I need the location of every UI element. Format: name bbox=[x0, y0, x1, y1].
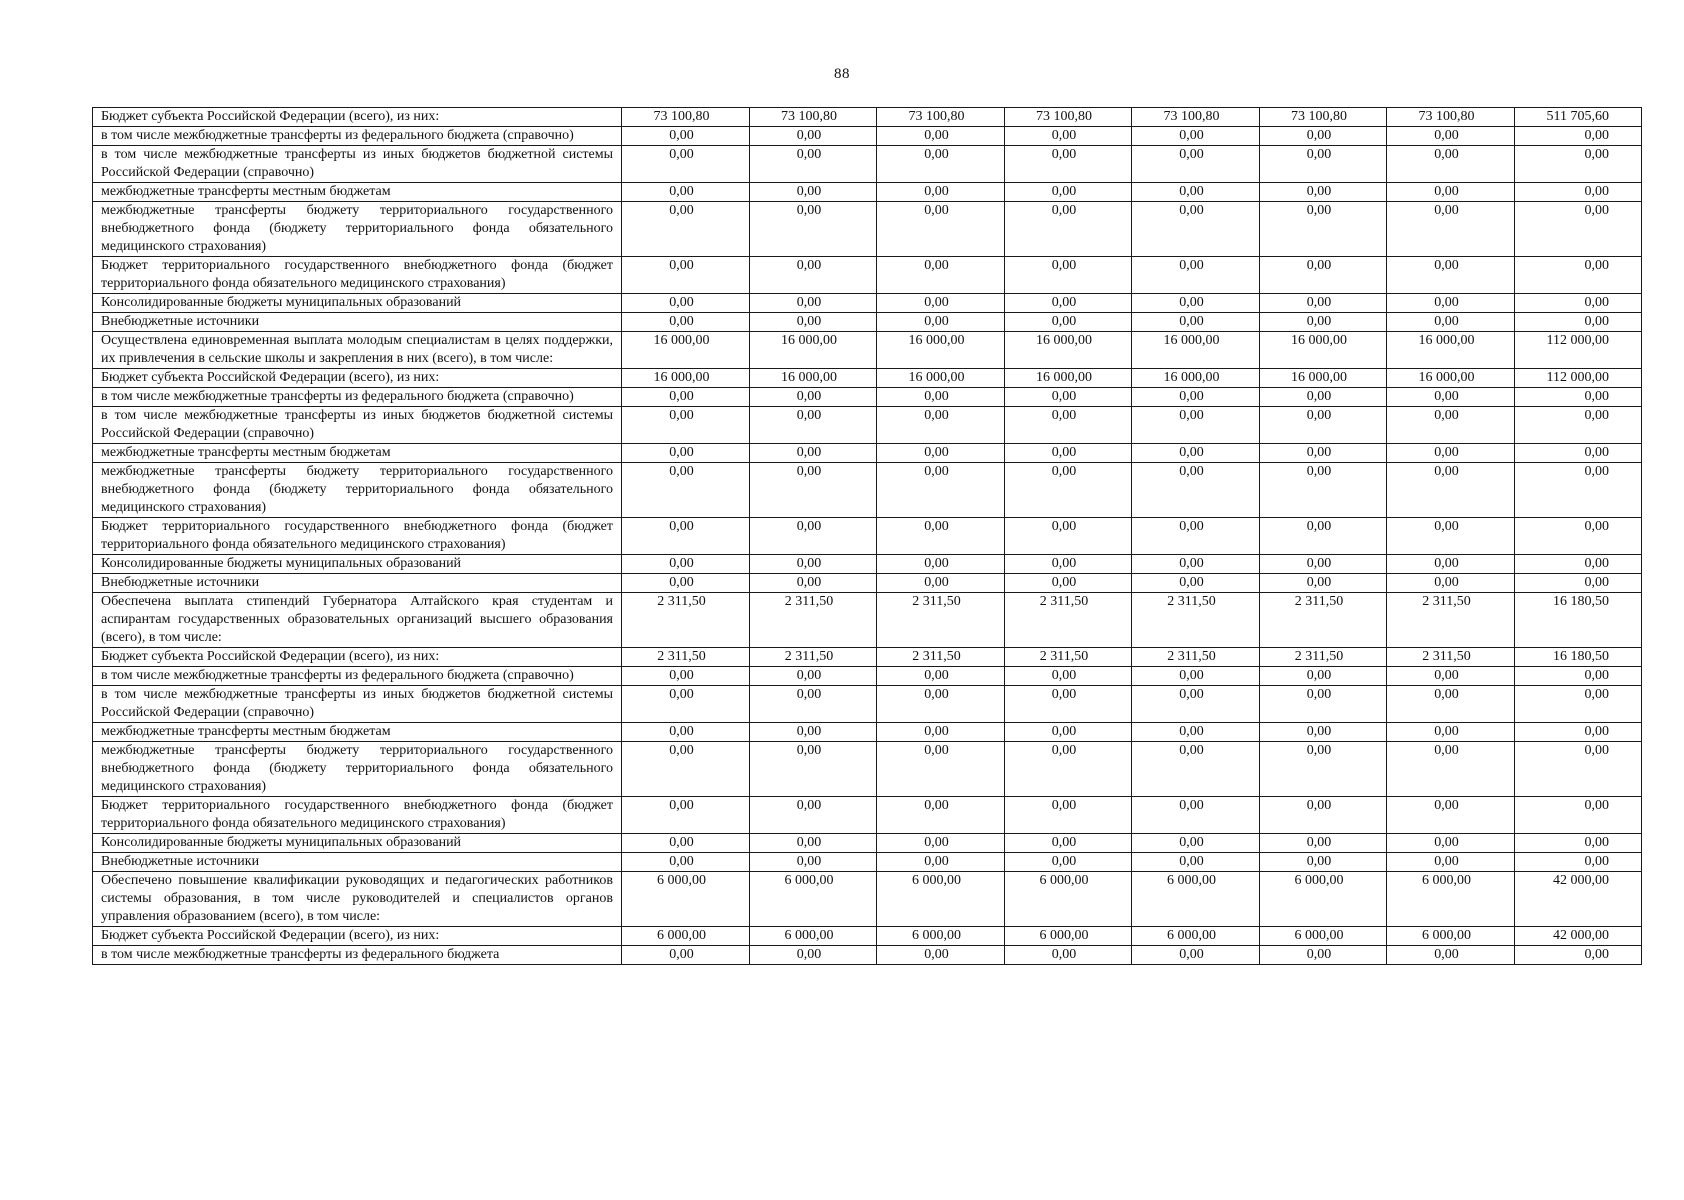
row-label: межбюджетные трансферты местным бюджетам bbox=[93, 723, 622, 742]
row-value: 0,00 bbox=[1260, 407, 1387, 444]
row-value: 0,00 bbox=[1387, 294, 1515, 313]
row-value: 0,00 bbox=[622, 444, 750, 463]
row-value: 0,00 bbox=[622, 463, 750, 518]
row-value: 0,00 bbox=[750, 146, 877, 183]
row-label: Бюджет субъекта Российской Федерации (всего), из них: bbox=[93, 927, 622, 946]
row-label: межбюджетные трансферты местным бюджетам bbox=[93, 444, 622, 463]
row-value: 6 000,00 bbox=[1005, 872, 1132, 927]
row-value: 0,00 bbox=[1132, 127, 1260, 146]
row-value: 6 000,00 bbox=[877, 872, 1005, 927]
row-total-value: 0,00 bbox=[1515, 183, 1642, 202]
row-total-value: 0,00 bbox=[1515, 388, 1642, 407]
row-value: 0,00 bbox=[622, 388, 750, 407]
row-value: 0,00 bbox=[1005, 146, 1132, 183]
row-value: 0,00 bbox=[1132, 742, 1260, 797]
row-total-value: 0,00 bbox=[1515, 313, 1642, 332]
row-value: 0,00 bbox=[1132, 407, 1260, 444]
row-value: 0,00 bbox=[1260, 723, 1387, 742]
row-value: 0,00 bbox=[1005, 723, 1132, 742]
row-value: 0,00 bbox=[622, 574, 750, 593]
row-value: 0,00 bbox=[750, 313, 877, 332]
row-value: 0,00 bbox=[877, 127, 1005, 146]
table-row bbox=[93, 686, 1642, 723]
row-value: 0,00 bbox=[1260, 686, 1387, 723]
row-value: 0,00 bbox=[1260, 463, 1387, 518]
table-row bbox=[93, 518, 1642, 555]
table-row bbox=[93, 555, 1642, 574]
table-row bbox=[93, 872, 1642, 927]
row-value: 16 000,00 bbox=[1132, 369, 1260, 388]
row-value: 6 000,00 bbox=[877, 927, 1005, 946]
row-value: 0,00 bbox=[1132, 723, 1260, 742]
table-row bbox=[93, 853, 1642, 872]
row-value: 0,00 bbox=[1387, 853, 1515, 872]
row-value: 2 311,50 bbox=[750, 648, 877, 667]
row-total-value: 0,00 bbox=[1515, 686, 1642, 723]
row-value: 6 000,00 bbox=[1132, 872, 1260, 927]
row-value: 0,00 bbox=[1387, 202, 1515, 257]
row-label: межбюджетные трансферты бюджету территориального государственного внебюджетного фонда (бюджету территориального фонда обязательного медицинского страхования) bbox=[93, 202, 622, 257]
row-value: 16 000,00 bbox=[1005, 369, 1132, 388]
row-value: 16 000,00 bbox=[877, 332, 1005, 369]
row-value: 0,00 bbox=[622, 294, 750, 313]
row-value: 0,00 bbox=[750, 518, 877, 555]
row-value: 0,00 bbox=[622, 518, 750, 555]
row-label: в том числе межбюджетные трансферты из федерального бюджета (справочно) bbox=[93, 667, 622, 686]
row-value: 0,00 bbox=[622, 723, 750, 742]
row-total-value: 0,00 bbox=[1515, 946, 1642, 965]
row-value: 0,00 bbox=[1260, 257, 1387, 294]
row-value: 0,00 bbox=[750, 127, 877, 146]
row-value: 2 311,50 bbox=[1387, 648, 1515, 667]
row-value: 0,00 bbox=[877, 797, 1005, 834]
row-value: 0,00 bbox=[1132, 853, 1260, 872]
row-label: в том числе межбюджетные трансферты из иных бюджетов бюджетной системы Российской Федерации (справочно) bbox=[93, 686, 622, 723]
row-value: 0,00 bbox=[1260, 313, 1387, 332]
row-value: 0,00 bbox=[1387, 574, 1515, 593]
row-value: 0,00 bbox=[622, 946, 750, 965]
row-value: 0,00 bbox=[1132, 444, 1260, 463]
row-value: 0,00 bbox=[1260, 294, 1387, 313]
row-value: 0,00 bbox=[750, 257, 877, 294]
row-value: 0,00 bbox=[877, 202, 1005, 257]
budget-table bbox=[92, 107, 1642, 965]
row-total-value: 0,00 bbox=[1515, 853, 1642, 872]
row-label: в том числе межбюджетные трансферты из федерального бюджета bbox=[93, 946, 622, 965]
row-value: 0,00 bbox=[1005, 444, 1132, 463]
row-value: 0,00 bbox=[1005, 313, 1132, 332]
row-label: межбюджетные трансферты местным бюджетам bbox=[93, 183, 622, 202]
table-row bbox=[93, 648, 1642, 667]
row-total-value: 16 180,50 bbox=[1515, 648, 1642, 667]
row-value: 0,00 bbox=[622, 313, 750, 332]
row-value: 6 000,00 bbox=[1132, 927, 1260, 946]
row-label: Внебюджетные источники bbox=[93, 574, 622, 593]
row-value: 0,00 bbox=[1005, 127, 1132, 146]
row-value: 0,00 bbox=[877, 555, 1005, 574]
row-value: 0,00 bbox=[1132, 797, 1260, 834]
row-value: 0,00 bbox=[1387, 183, 1515, 202]
table-row bbox=[93, 332, 1642, 369]
row-value: 0,00 bbox=[1260, 388, 1387, 407]
row-value: 73 100,80 bbox=[877, 108, 1005, 127]
row-total-value: 0,00 bbox=[1515, 555, 1642, 574]
row-value: 2 311,50 bbox=[750, 593, 877, 648]
row-label: Бюджет субъекта Российской Федерации (всего), из них: bbox=[93, 108, 622, 127]
row-value: 0,00 bbox=[622, 407, 750, 444]
row-value: 16 000,00 bbox=[1005, 332, 1132, 369]
row-total-value: 42 000,00 bbox=[1515, 927, 1642, 946]
row-value: 0,00 bbox=[877, 257, 1005, 294]
row-label: в том числе межбюджетные трансферты из федерального бюджета (справочно) bbox=[93, 388, 622, 407]
row-value: 0,00 bbox=[1005, 257, 1132, 294]
row-value: 0,00 bbox=[1260, 444, 1387, 463]
row-value: 0,00 bbox=[1005, 946, 1132, 965]
row-label: в том числе межбюджетные трансферты из иных бюджетов бюджетной системы Российской Федерации (справочно) bbox=[93, 407, 622, 444]
row-value: 0,00 bbox=[1005, 686, 1132, 723]
table-row bbox=[93, 183, 1642, 202]
row-value: 0,00 bbox=[1005, 853, 1132, 872]
row-value: 0,00 bbox=[1260, 555, 1387, 574]
row-value: 6 000,00 bbox=[1260, 927, 1387, 946]
row-value: 0,00 bbox=[1132, 946, 1260, 965]
row-value: 16 000,00 bbox=[622, 332, 750, 369]
row-value: 73 100,80 bbox=[622, 108, 750, 127]
row-value: 2 311,50 bbox=[1260, 648, 1387, 667]
row-label: Внебюджетные источники bbox=[93, 853, 622, 872]
row-value: 16 000,00 bbox=[622, 369, 750, 388]
row-value: 0,00 bbox=[750, 407, 877, 444]
row-value: 0,00 bbox=[1005, 294, 1132, 313]
row-value: 0,00 bbox=[750, 183, 877, 202]
row-value: 2 311,50 bbox=[877, 648, 1005, 667]
row-value: 0,00 bbox=[622, 555, 750, 574]
row-value: 73 100,80 bbox=[750, 108, 877, 127]
row-label: Бюджет территориального государственного внебюджетного фонда (бюджет территориального фонда обязательного медицинского страхования) bbox=[93, 518, 622, 555]
row-value: 0,00 bbox=[750, 463, 877, 518]
table-row bbox=[93, 369, 1642, 388]
row-value: 0,00 bbox=[622, 742, 750, 797]
row-value: 0,00 bbox=[622, 257, 750, 294]
row-value: 0,00 bbox=[750, 555, 877, 574]
row-value: 0,00 bbox=[1387, 834, 1515, 853]
row-value: 2 311,50 bbox=[622, 593, 750, 648]
row-value: 0,00 bbox=[1005, 742, 1132, 797]
row-value: 0,00 bbox=[877, 574, 1005, 593]
row-value: 0,00 bbox=[1260, 797, 1387, 834]
row-total-value: 0,00 bbox=[1515, 723, 1642, 742]
row-value: 0,00 bbox=[750, 853, 877, 872]
row-value: 6 000,00 bbox=[622, 872, 750, 927]
row-value: 0,00 bbox=[750, 686, 877, 723]
row-value: 0,00 bbox=[1005, 183, 1132, 202]
row-total-value: 0,00 bbox=[1515, 444, 1642, 463]
row-value: 0,00 bbox=[1387, 667, 1515, 686]
row-total-value: 42 000,00 bbox=[1515, 872, 1642, 927]
row-value: 16 000,00 bbox=[1260, 332, 1387, 369]
row-value: 0,00 bbox=[1387, 257, 1515, 294]
row-value: 0,00 bbox=[877, 407, 1005, 444]
row-value: 0,00 bbox=[622, 667, 750, 686]
row-value: 0,00 bbox=[622, 183, 750, 202]
row-value: 0,00 bbox=[1132, 294, 1260, 313]
page-number: 88 bbox=[834, 66, 850, 82]
row-total-value: 0,00 bbox=[1515, 257, 1642, 294]
row-value: 0,00 bbox=[1260, 127, 1387, 146]
row-value: 0,00 bbox=[1260, 202, 1387, 257]
row-total-value: 511 705,60 bbox=[1515, 108, 1642, 127]
table-row bbox=[93, 463, 1642, 518]
row-value: 0,00 bbox=[1005, 202, 1132, 257]
table-row bbox=[93, 667, 1642, 686]
row-total-value: 0,00 bbox=[1515, 146, 1642, 183]
row-value: 0,00 bbox=[750, 388, 877, 407]
row-value: 0,00 bbox=[1132, 313, 1260, 332]
row-value: 0,00 bbox=[1132, 183, 1260, 202]
row-value: 0,00 bbox=[1005, 797, 1132, 834]
row-value: 73 100,80 bbox=[1005, 108, 1132, 127]
row-value: 0,00 bbox=[1005, 574, 1132, 593]
row-value: 0,00 bbox=[1005, 407, 1132, 444]
row-value: 0,00 bbox=[750, 667, 877, 686]
row-label: Консолидированные бюджеты муниципальных образований bbox=[93, 834, 622, 853]
row-value: 0,00 bbox=[877, 742, 1005, 797]
row-value: 2 311,50 bbox=[1260, 593, 1387, 648]
table-row bbox=[93, 202, 1642, 257]
row-value: 0,00 bbox=[1387, 388, 1515, 407]
table-row bbox=[93, 946, 1642, 965]
row-value: 0,00 bbox=[877, 667, 1005, 686]
row-value: 6 000,00 bbox=[1387, 872, 1515, 927]
row-value: 0,00 bbox=[1005, 555, 1132, 574]
row-value: 0,00 bbox=[877, 686, 1005, 723]
row-value: 0,00 bbox=[1132, 686, 1260, 723]
row-value: 0,00 bbox=[1387, 723, 1515, 742]
row-value: 0,00 bbox=[622, 202, 750, 257]
row-label: Бюджет субъекта Российской Федерации (всего), из них: bbox=[93, 648, 622, 667]
row-value: 2 311,50 bbox=[1005, 593, 1132, 648]
row-value: 2 311,50 bbox=[622, 648, 750, 667]
row-value: 16 000,00 bbox=[877, 369, 1005, 388]
row-value: 0,00 bbox=[1132, 146, 1260, 183]
table-row bbox=[93, 593, 1642, 648]
row-label: Бюджет субъекта Российской Федерации (всего), из них: bbox=[93, 369, 622, 388]
row-label: Консолидированные бюджеты муниципальных образований bbox=[93, 555, 622, 574]
row-value: 0,00 bbox=[1387, 146, 1515, 183]
row-value: 0,00 bbox=[1260, 834, 1387, 853]
row-total-value: 0,00 bbox=[1515, 518, 1642, 555]
table-row bbox=[93, 407, 1642, 444]
row-label: Осуществлена единовременная выплата молодым специалистам в целях поддержки, их привлечения в сельские школы и закрепления в них (всего), в том числе: bbox=[93, 332, 622, 369]
row-value: 6 000,00 bbox=[1005, 927, 1132, 946]
row-value: 0,00 bbox=[1132, 555, 1260, 574]
row-value: 16 000,00 bbox=[1132, 332, 1260, 369]
table-row bbox=[93, 797, 1642, 834]
row-total-value: 0,00 bbox=[1515, 202, 1642, 257]
row-value: 0,00 bbox=[1260, 742, 1387, 797]
row-value: 0,00 bbox=[1387, 444, 1515, 463]
row-value: 16 000,00 bbox=[750, 369, 877, 388]
row-value: 0,00 bbox=[622, 797, 750, 834]
row-value: 0,00 bbox=[1005, 667, 1132, 686]
row-label: в том числе межбюджетные трансферты из иных бюджетов бюджетной системы Российской Федерации (справочно) bbox=[93, 146, 622, 183]
row-total-value: 0,00 bbox=[1515, 407, 1642, 444]
row-total-value: 112 000,00 bbox=[1515, 369, 1642, 388]
table-row bbox=[93, 257, 1642, 294]
row-total-value: 0,00 bbox=[1515, 574, 1642, 593]
row-value: 0,00 bbox=[750, 834, 877, 853]
row-value: 0,00 bbox=[1005, 388, 1132, 407]
row-value: 16 000,00 bbox=[1260, 369, 1387, 388]
row-value: 0,00 bbox=[1132, 202, 1260, 257]
row-value: 6 000,00 bbox=[750, 872, 877, 927]
row-value: 0,00 bbox=[1387, 797, 1515, 834]
row-value: 0,00 bbox=[1132, 834, 1260, 853]
row-total-value: 16 180,50 bbox=[1515, 593, 1642, 648]
row-value: 0,00 bbox=[1005, 463, 1132, 518]
row-label: в том числе межбюджетные трансферты из федерального бюджета (справочно) bbox=[93, 127, 622, 146]
table-row bbox=[93, 313, 1642, 332]
table-row bbox=[93, 927, 1642, 946]
row-value: 0,00 bbox=[622, 834, 750, 853]
table-row bbox=[93, 723, 1642, 742]
row-value: 0,00 bbox=[1387, 313, 1515, 332]
row-value: 0,00 bbox=[1387, 686, 1515, 723]
row-value: 0,00 bbox=[1005, 518, 1132, 555]
row-value: 0,00 bbox=[1260, 183, 1387, 202]
row-value: 0,00 bbox=[1260, 667, 1387, 686]
row-value: 0,00 bbox=[877, 853, 1005, 872]
row-total-value: 112 000,00 bbox=[1515, 332, 1642, 369]
table-body bbox=[93, 108, 1642, 965]
row-value: 0,00 bbox=[877, 313, 1005, 332]
row-value: 16 000,00 bbox=[1387, 332, 1515, 369]
row-total-value: 0,00 bbox=[1515, 742, 1642, 797]
table-row bbox=[93, 834, 1642, 853]
row-value: 0,00 bbox=[1387, 518, 1515, 555]
table-row bbox=[93, 574, 1642, 593]
row-value: 0,00 bbox=[622, 127, 750, 146]
row-value: 6 000,00 bbox=[750, 927, 877, 946]
row-value: 6 000,00 bbox=[1260, 872, 1387, 927]
row-value: 0,00 bbox=[877, 723, 1005, 742]
row-value: 0,00 bbox=[877, 946, 1005, 965]
row-value: 0,00 bbox=[1387, 463, 1515, 518]
row-value: 0,00 bbox=[750, 723, 877, 742]
row-total-value: 0,00 bbox=[1515, 127, 1642, 146]
row-value: 0,00 bbox=[750, 444, 877, 463]
row-value: 73 100,80 bbox=[1260, 108, 1387, 127]
row-value: 0,00 bbox=[1132, 463, 1260, 518]
row-value: 0,00 bbox=[750, 574, 877, 593]
row-label: Обеспечена выплата стипендий Губернатора Алтайского края студентам и аспирантам государственных образовательных организаций высшего образования (всего), в том числе: bbox=[93, 593, 622, 648]
row-value: 0,00 bbox=[1387, 742, 1515, 797]
row-value: 0,00 bbox=[1005, 834, 1132, 853]
row-value: 6 000,00 bbox=[622, 927, 750, 946]
row-value: 0,00 bbox=[1132, 388, 1260, 407]
row-value: 0,00 bbox=[877, 388, 1005, 407]
row-value: 0,00 bbox=[1132, 518, 1260, 555]
row-total-value: 0,00 bbox=[1515, 797, 1642, 834]
row-value: 0,00 bbox=[1132, 667, 1260, 686]
row-value: 0,00 bbox=[877, 463, 1005, 518]
row-value: 0,00 bbox=[1132, 257, 1260, 294]
row-value: 0,00 bbox=[750, 202, 877, 257]
row-value: 0,00 bbox=[622, 146, 750, 183]
row-value: 16 000,00 bbox=[750, 332, 877, 369]
row-value: 2 311,50 bbox=[1005, 648, 1132, 667]
row-value: 0,00 bbox=[1260, 946, 1387, 965]
row-value: 0,00 bbox=[877, 444, 1005, 463]
row-value: 0,00 bbox=[1260, 518, 1387, 555]
row-label: межбюджетные трансферты бюджету территориального государственного внебюджетного фонда (бюджету территориального фонда обязательного медицинского страхования) bbox=[93, 463, 622, 518]
row-total-value: 0,00 bbox=[1515, 463, 1642, 518]
row-value: 2 311,50 bbox=[877, 593, 1005, 648]
row-value: 0,00 bbox=[750, 946, 877, 965]
row-value: 0,00 bbox=[1260, 853, 1387, 872]
row-value: 0,00 bbox=[877, 183, 1005, 202]
row-value: 0,00 bbox=[877, 834, 1005, 853]
row-value: 0,00 bbox=[750, 742, 877, 797]
row-value: 0,00 bbox=[1387, 127, 1515, 146]
row-label: Бюджет территориального государственного внебюджетного фонда (бюджет территориального фонда обязательного медицинского страхования) bbox=[93, 257, 622, 294]
row-label: Внебюджетные источники bbox=[93, 313, 622, 332]
row-value: 0,00 bbox=[750, 797, 877, 834]
row-value: 0,00 bbox=[877, 294, 1005, 313]
row-value: 0,00 bbox=[1132, 574, 1260, 593]
table-row bbox=[93, 444, 1642, 463]
row-total-value: 0,00 bbox=[1515, 834, 1642, 853]
row-value: 2 311,50 bbox=[1132, 648, 1260, 667]
row-value: 73 100,80 bbox=[1387, 108, 1515, 127]
row-value: 0,00 bbox=[877, 518, 1005, 555]
table-row bbox=[93, 127, 1642, 146]
table-row bbox=[93, 388, 1642, 407]
table-row bbox=[93, 294, 1642, 313]
row-value: 0,00 bbox=[1260, 574, 1387, 593]
row-value: 0,00 bbox=[622, 686, 750, 723]
row-value: 0,00 bbox=[1387, 946, 1515, 965]
row-label: Консолидированные бюджеты муниципальных образований bbox=[93, 294, 622, 313]
row-value: 0,00 bbox=[877, 146, 1005, 183]
row-total-value: 0,00 bbox=[1515, 667, 1642, 686]
row-value: 6 000,00 bbox=[1387, 927, 1515, 946]
row-value: 0,00 bbox=[1387, 407, 1515, 444]
row-value: 0,00 bbox=[1260, 146, 1387, 183]
row-value: 16 000,00 bbox=[1387, 369, 1515, 388]
row-value: 0,00 bbox=[622, 853, 750, 872]
row-label: Обеспечено повышение квалификации руководящих и педагогических работников системы образования, в том числе руководителей и специалистов органов управления образованием (всего), в том числе: bbox=[93, 872, 622, 927]
row-value: 0,00 bbox=[1387, 555, 1515, 574]
table-row bbox=[93, 146, 1642, 183]
row-value: 2 311,50 bbox=[1132, 593, 1260, 648]
row-label: межбюджетные трансферты бюджету территориального государственного внебюджетного фонда (бюджету территориального фонда обязательного медицинского страхования) bbox=[93, 742, 622, 797]
row-total-value: 0,00 bbox=[1515, 294, 1642, 313]
row-value: 0,00 bbox=[750, 294, 877, 313]
row-value: 73 100,80 bbox=[1132, 108, 1260, 127]
row-value: 2 311,50 bbox=[1387, 593, 1515, 648]
table-row bbox=[93, 742, 1642, 797]
row-label: Бюджет территориального государственного внебюджетного фонда (бюджет территориального фонда обязательного медицинского страхования) bbox=[93, 797, 622, 834]
table-row bbox=[93, 108, 1642, 127]
